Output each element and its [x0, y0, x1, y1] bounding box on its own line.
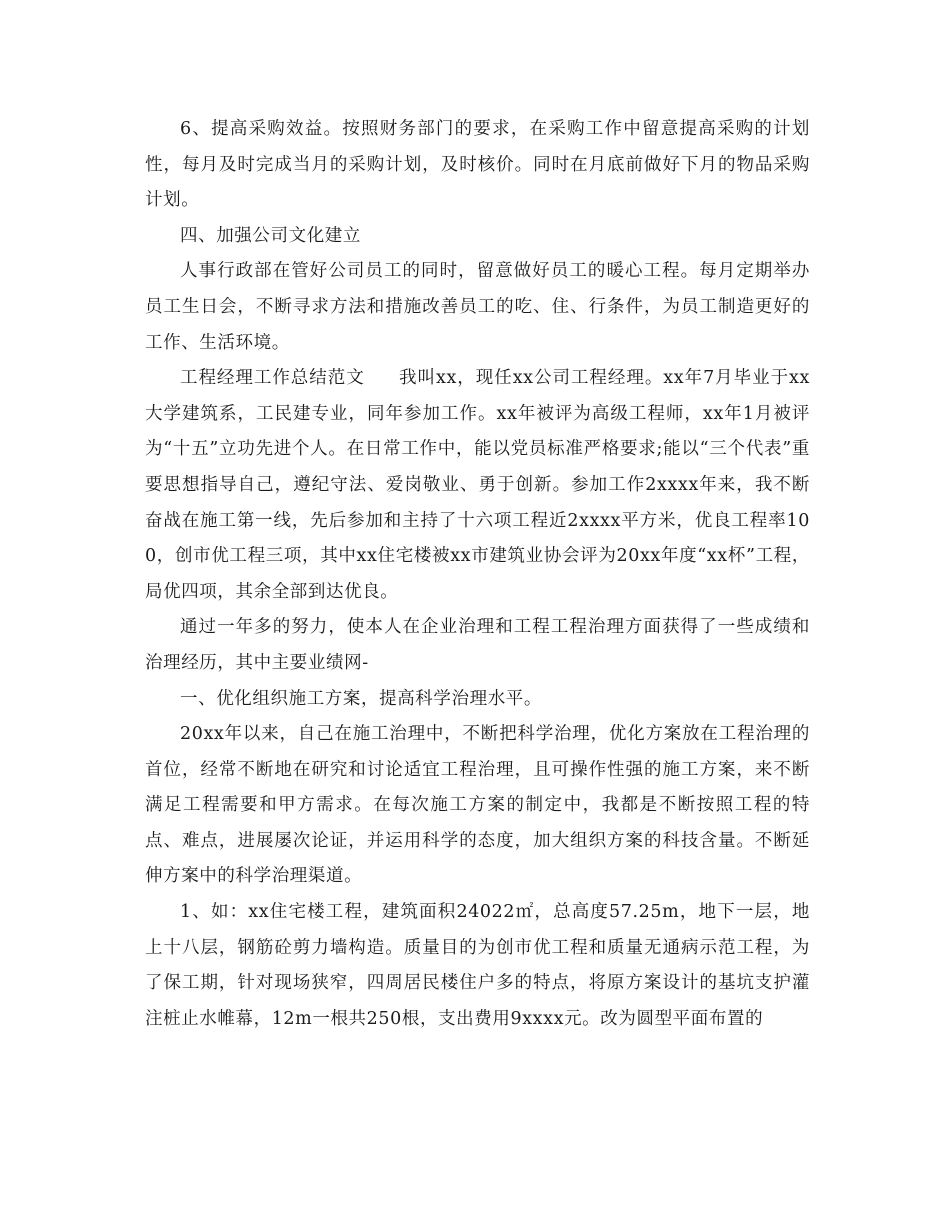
summary-title: 工程经理工作总结范文 — [180, 368, 365, 389]
heading-optimize-plans: 一、优化组织施工方案，提高科学治理水平。 — [180, 688, 542, 709]
summary-intro: 我叫xx，现任xx公司工程经理。xx年7月毕业于xx大学建筑系，工民建专业，同年参加工作。xx年被评为高级工程师，xx年1月被评为“十五”立功先进个人。在日常工作中，能以党员标准严格要求;能以“三个代表”重要思想指导自己，遵纪守法、爱岗敬业、勇于创新。参加工作2xxxx年来，我不断奋战在施工第一线，先后参加和主持了十六项工程近2xxxx平方米，优良工程率100，创市优工程三项，其中xx住宅楼被xx市建筑业协会评为20xx年度“xx杯”工程，局优四项，其余全部到达优良。 — [145, 368, 810, 602]
paragraph-achievements-intro: 通过一年多的努力，使本人在企业治理和工程工程治理方面获得了一些成绩和治理经历，其中主要业绩网- — [145, 617, 810, 673]
paragraph-example-project: 1、如：xx住宅楼工程，建筑面积24022㎡，总高度57.25m，地下一层，地上十八层，钢筋砼剪力墙构造。质量目的为创市优工程和质量无通病示范工程，为了保工期，针对现场狭窄，四周居民楼住户多的特点，将原方案设计的基坑支护灌注桩止水帷幕，12m一根共250根，支出费用9xxxx元。改为圆型平面布置的 — [145, 902, 810, 1029]
paragraph-engineering-summary — [145, 361, 810, 610]
paragraph-scientific-management: 20xx年以来，自己在施工治理中，不断把科学治理，优化方案放在工程治理的首位，经常不断地在研究和讨论适宜工程治理，且可操作性强的施工方案，来不断满足工程需要和甲方需求。在每次施工方案的制定中，我都是不断按照工程的特点、难点，进展屡次论证，并运用科学的态度，加大组织方案的科技含量。不断延伸方案中的科学治理渠道。 — [145, 724, 810, 887]
paragraph-purchasing-efficiency: 6、提高采购效益。按照财务部门的要求，在采购工作中留意提高采购的计划性，每月及时完成当月的采购计划，及时核价。同时在月底前做好下月的物品采购计划。 — [145, 119, 810, 211]
document-body — [145, 112, 810, 1037]
paragraph-hr-care: 人事行政部在管好公司员工的同时，留意做好员工的暖心工程。每月定期举办员工生日会，不断寻求方法和措施改善员工的吃、住、行条件，为员工制造更好的工作、生活环境。 — [145, 261, 810, 353]
heading-company-culture: 四、加强公司文化建立 — [180, 225, 361, 246]
